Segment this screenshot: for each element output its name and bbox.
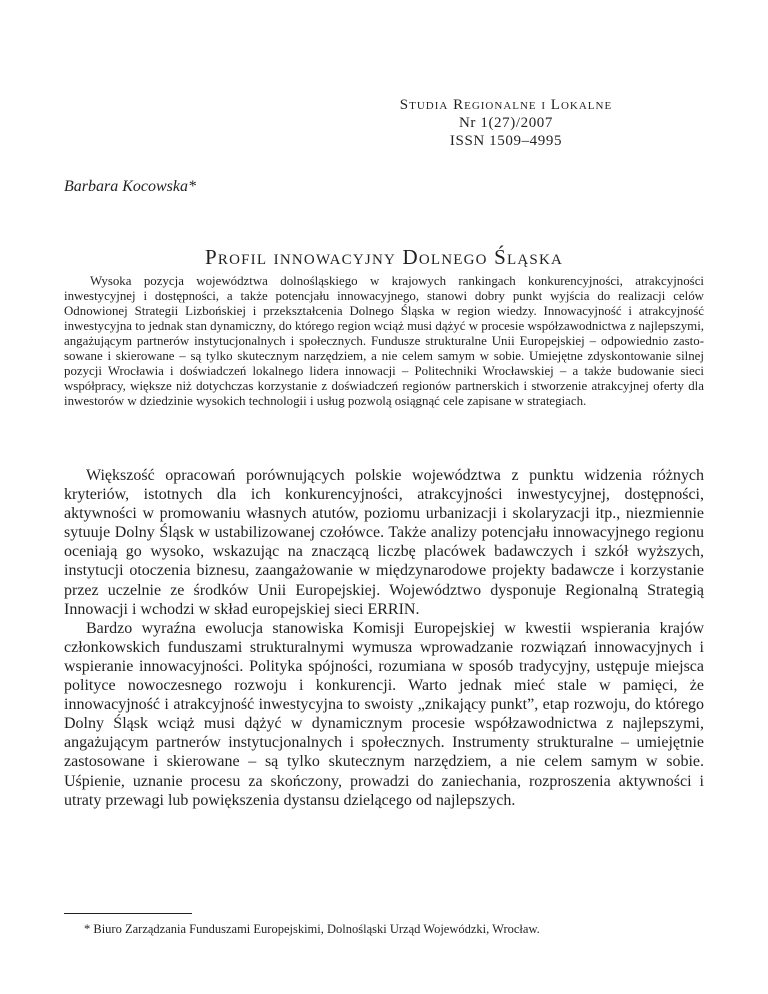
journal-issue: Nr 1(27)/2007	[458, 115, 554, 131]
footnote: * Biuro Zarządzania Funduszami Europejskimi, Dolnośląski Urząd Wojewódzki, Wrocław.	[84, 922, 540, 936]
footnote-divider	[64, 913, 192, 914]
body-text	[64, 466, 704, 810]
body-paragraph: Bardzo wyraźna ewolucja stanowiska Komisji Europejskiej w kwestii wspierania krajów członkowskich funduszami strukturalnymi wymusza wprowadzanie rozwiązań innowacyjnych i wspieranie innowacyjności. Polityka spójności, rozumiana w sposób tradycyjny, ustępuje miejsca polityce nowoczesnego rozwoju i konkurencji. Warto jednak mieć stale w pamięci, że innowacyjność i atrakcyjność inwestycyjna to swoisty „znikający punkt”, etap rozwoju, do którego Dolny Śląsk wciąż musi dążyć w dynamicznym procesie współzawodnictwa z najlepszymi, angażującym partnerów instytucjonalnych i społecznych. Instrumenty strukturalne – umiejętnie zastosowane i skierowane – są tylko skutecznym narzędziem, a nie celem samym w sobie. Uśpienie, uznanie procesu za skończony, prowadzi do zaniechania, rozproszenia aktywności i utraty przewagi lub powiększenia dystansu dzielącego od najlepszych.	[64, 619, 704, 809]
body-paragraph: Większość opracowań porównujących polskie województwa z punktu widzenia różnych kryteriów, istotnych dla ich konkurencyjności, atrakcyjności inwestycyjnej, dostępności, aktywności w promowaniu własnych atutów, poziomu urbanizacji i skolaryzacji itp., niezmiennie sytuuje Dolny Śląsk w ustabilizowanej czołówce. Także analizy potencjału innowacyjnego regionu oceniają go wysoko, wskazując na znaczącą liczbę placówek badawczych i szkół wyższych, instytucji otoczenia biznesu, zaangażowanie w międzynarodowe projekty badawcze i korzystanie przez uczelnie ze środków Unii Europejskiej. Województwo dysponuje Regionalną Strategią Innowacji i wchodzi w skład europejskiej sieci ERRIN.	[64, 467, 704, 618]
journal-issn: ISSN 1509–4995	[449, 133, 563, 149]
author-name: Barbara Kocowska*	[64, 178, 196, 195]
abstract: Wysoka pozycja województwa dolnośląskiego w krajowych rankingach konkurencyjności, atrakcyjności inwestycyjnej i dostępności, a także potencjału innowacyjnego, stanowi dobry punkt wyjścia do realizacji celów Odnowionej Strategii Lizbońskiej i przekształcenia Dolnego Śląska w region wiedzy. Innowacyjność i atrakcyjność inwestycyjna to jednak stan dynamiczny, do którego region wciąż musi dążyć w procesie współzawodnictwa z najlepszymi, angażującym partnerów instytucjonalnych i społecznych. Fundusze strukturalne Unii Europejskiej – odpowiednio zastosowane i skierowane – są tylko skutecznym narzędziem, a nie celem samym w sobie. Umiejętne zdyskontowanie silnej pozycji Wrocławia i doświadczeń lokalnego lidera innowacji – Politechniki Wrocławskiej – a także budowanie sieci współpracy, większe niż dotychczas korzystanie z doświadczeń regionów partnerskich i stworzenie atrakcyjnej oferty dla inwestorów w dziedzinie wysokich technologii i usług pozwolą osiągnąć cele zapisane w strategiach.	[64, 274, 704, 408]
article-title: Profil innowacyjny Dolnego Śląska	[204, 245, 564, 269]
journal-title: Studia Regionalne i Lokalne	[399, 97, 613, 113]
journal-header	[336, 96, 676, 150]
